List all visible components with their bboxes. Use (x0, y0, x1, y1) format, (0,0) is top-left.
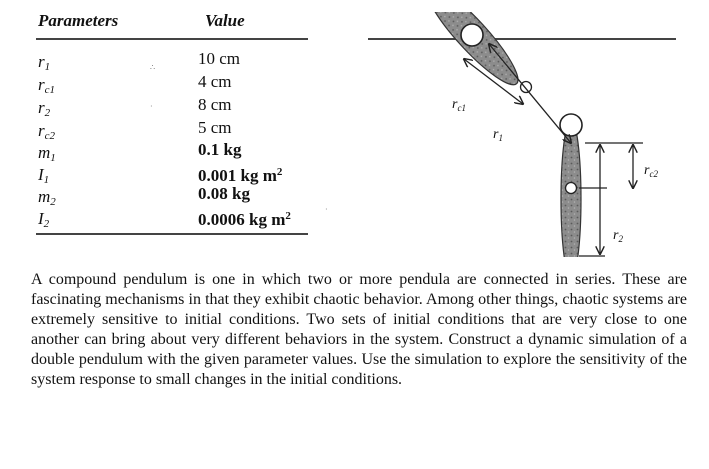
param-value-i1: 0.001 kg $m^2$ (198, 166, 283, 185)
r1-dimension-arrow (489, 44, 571, 143)
param-symbol-rc1: $r_{c1}$ (38, 75, 56, 96)
param-value-rc1: 4 cm (198, 72, 232, 91)
param-value-i2: 0.0006 kg $m^2$ (198, 210, 291, 229)
table-bottom-rule (36, 233, 308, 235)
param-value-r1: 10 cm (198, 49, 241, 68)
param-symbol-rc2: $r_{c2}$ (38, 121, 56, 142)
param-symbol-m2: $m_2$ (38, 187, 56, 208)
label-rc1: $r_{c1}$ (452, 97, 466, 113)
label-r2: $r_2$ (613, 228, 623, 244)
scan-speck: · (325, 205, 328, 214)
scan-speck: · (150, 102, 153, 111)
parameters-header: Parameters (38, 11, 119, 30)
param-symbol-i1: $I_1$ (38, 165, 50, 186)
param-value-rc2: 5 cm (198, 118, 232, 137)
param-symbol-r1: $r_1$ (38, 52, 51, 73)
param-value-m2: 0.08 kg (198, 184, 250, 203)
double-pendulum-diagram (360, 12, 690, 257)
param-symbol-i2: $I_2$ (38, 209, 50, 230)
param-symbol-r2: $r_2$ (38, 98, 51, 119)
label-rc2: $r_{c2}$ (644, 163, 658, 179)
value-header: Value (205, 11, 245, 30)
scan-speck: ∴ (150, 63, 156, 72)
table-top-rule (36, 38, 308, 40)
param-value-r2: 8 cm (198, 95, 232, 114)
problem-statement: A compound pendulum is one in which two or more pendula are connected in series. These are fascinating mechanisms in that they exhibit chaotic behavior. Among other things, chaotic systems are extremely sensitive to initial conditions. Two sets of initial conditions that are very close to one another can bring about very different behaviors in the system. Construct a dynamic simulation of a double pendulum with the given parameter values. Use the simulation to explore the sensitivity of the system response to small changes in the initial conditions. (31, 271, 687, 388)
param-symbol-m1: $m_1$ (38, 143, 56, 164)
pivot-top-icon (461, 24, 483, 46)
label-r1: $r_1$ (493, 127, 503, 143)
center-of-mass-2-icon (566, 183, 577, 194)
param-value-m1: 0.1 kg (198, 140, 242, 159)
